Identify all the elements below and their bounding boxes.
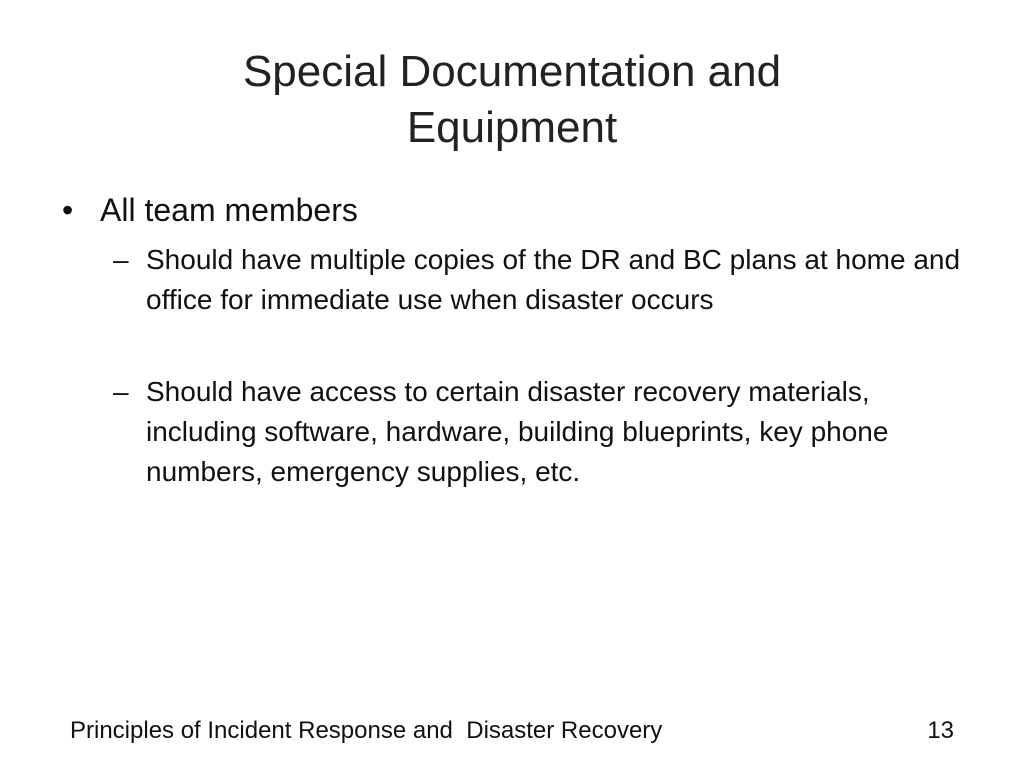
slide-title-line-2: Equipment bbox=[406, 103, 618, 152]
sub-bullet-item bbox=[113, 372, 973, 492]
sub-bullet-item bbox=[113, 240, 973, 320]
sub-bullet-marker: – bbox=[113, 376, 129, 407]
sub-bullet-text: Should have multiple copies of the DR and BC plans at home and office for immediate use when disaster occurs bbox=[146, 244, 961, 315]
sub-bullet-text: Should have access to certain disaster recovery materials, including software, hardware, building blueprints, key phone numbers, emergency supplies, etc. bbox=[146, 376, 889, 487]
slide-title-line-1: Special Documentation and bbox=[242, 47, 782, 96]
sub-bullet-marker: – bbox=[113, 244, 129, 275]
bullet-item bbox=[62, 190, 358, 230]
footer-text: Principles of Incident Response and Disaster Recovery bbox=[70, 717, 663, 744]
page-number: 13 bbox=[927, 717, 954, 744]
slide-title bbox=[0, 44, 1024, 156]
bullet-text: All team members bbox=[100, 192, 358, 228]
bullet-marker: • bbox=[62, 192, 74, 228]
